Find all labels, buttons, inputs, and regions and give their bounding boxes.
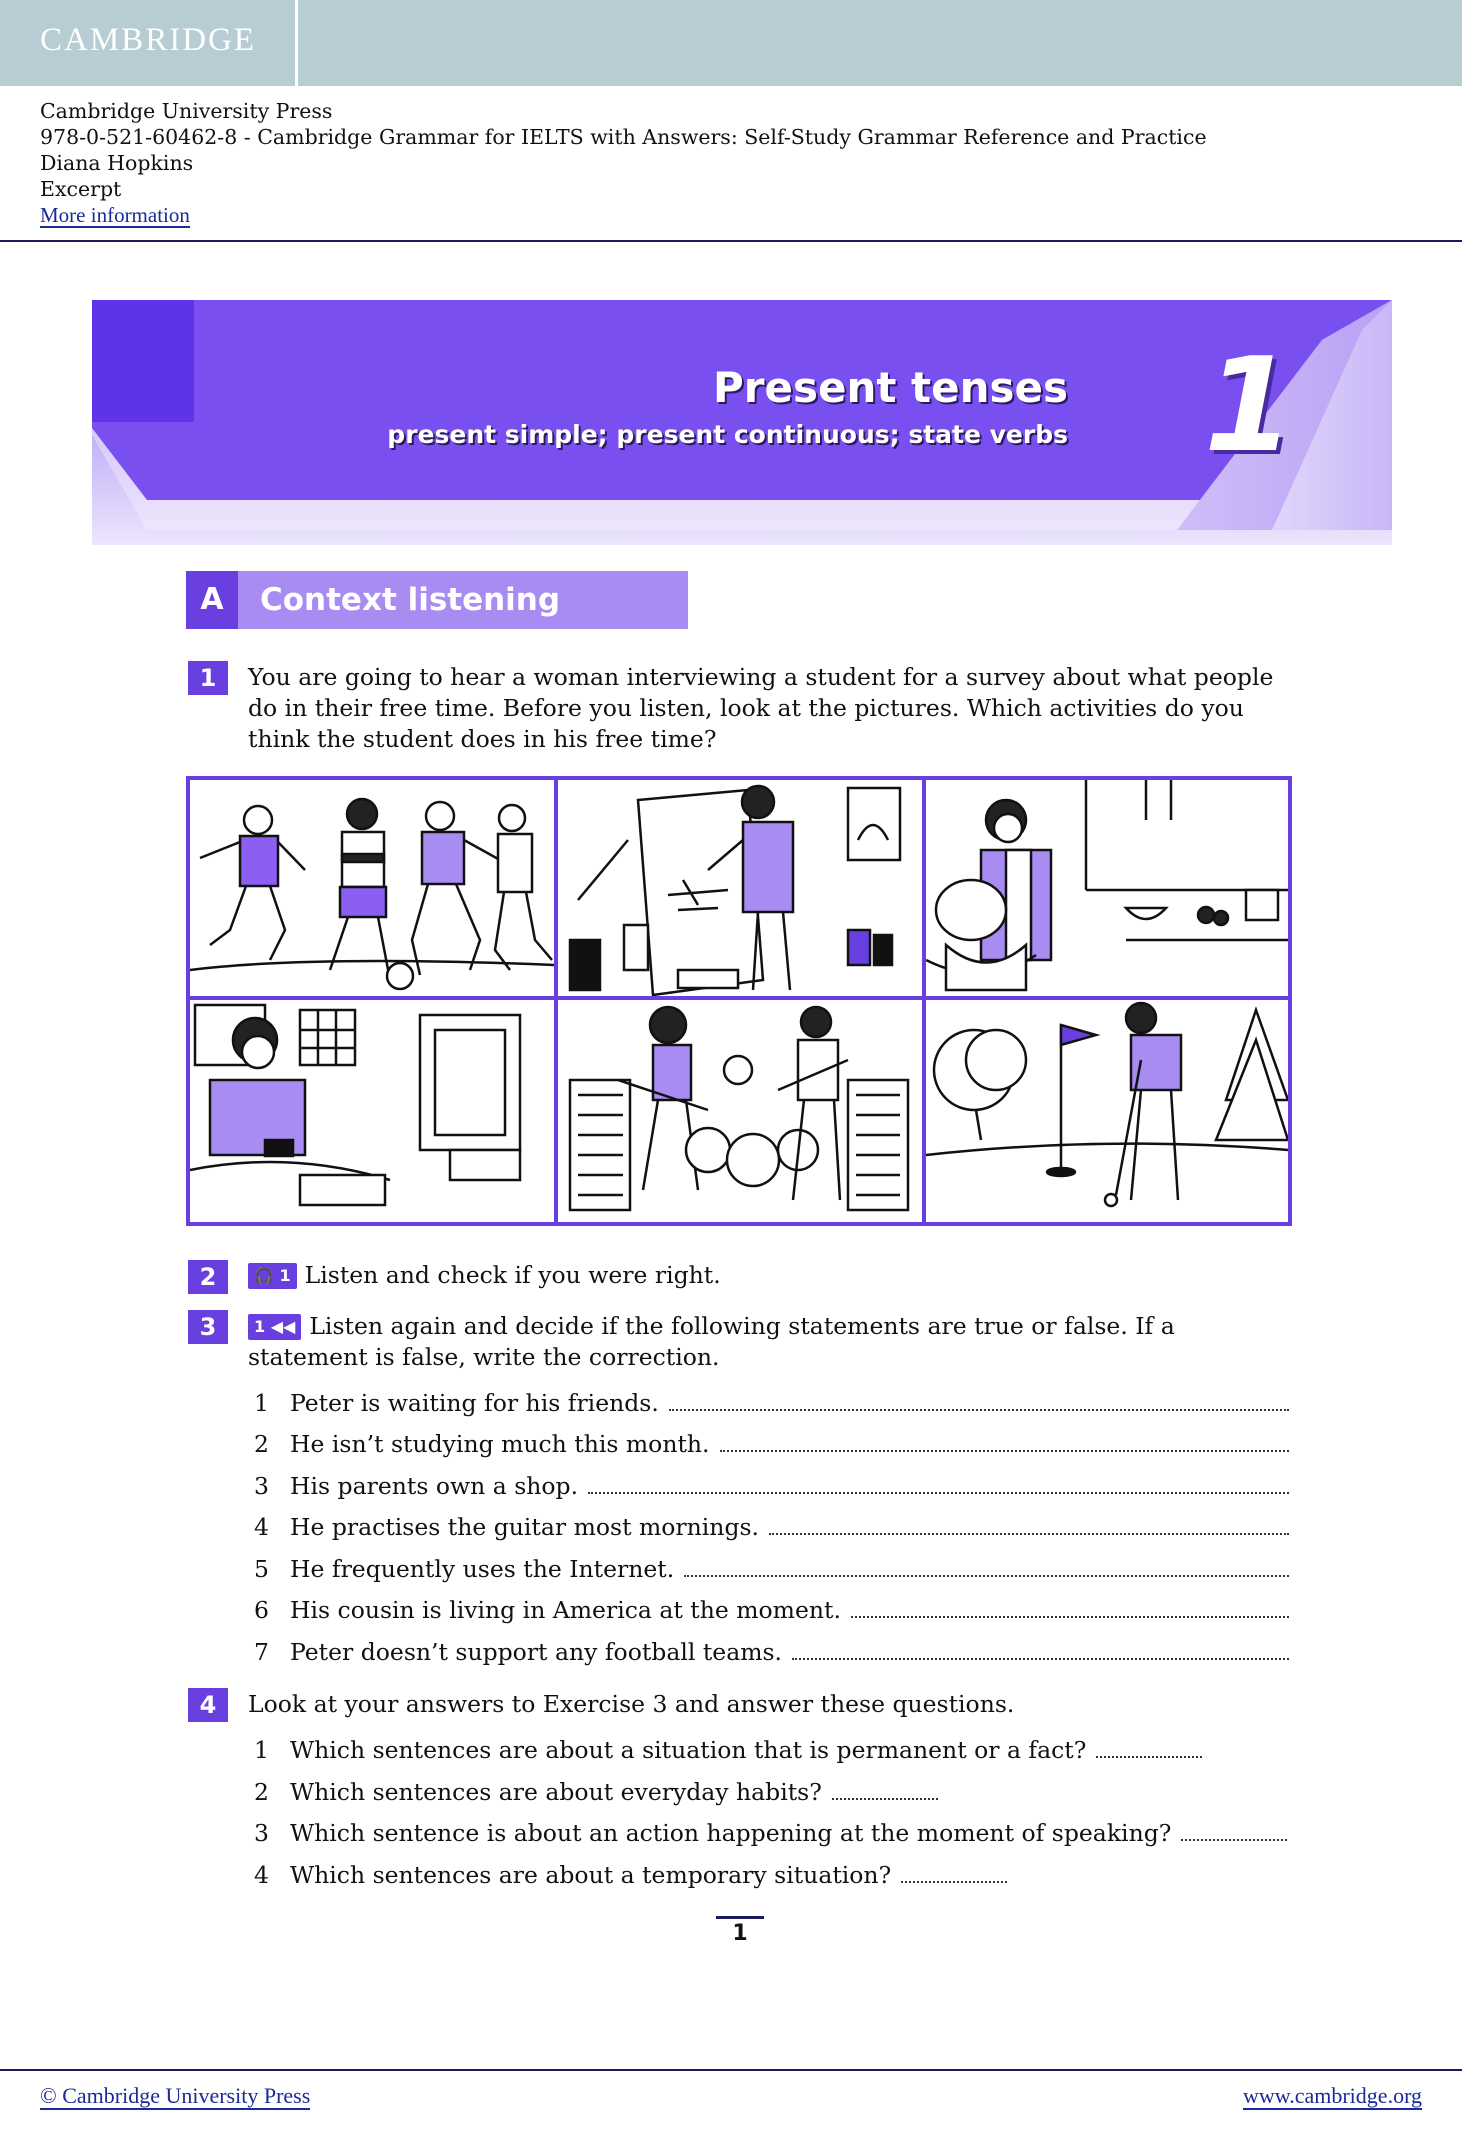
footer-divider xyxy=(0,2069,1462,2071)
statement-item: 2 He isn’t studying much this month. xyxy=(254,1428,1289,1460)
exercise-2-instructions xyxy=(248,1260,721,1291)
exercise-number: 2 xyxy=(188,1260,228,1294)
statement-item: 7 Peter doesn’t support any football teams. xyxy=(254,1636,1289,1668)
chapter-subtitle: present simple; present continuous; state verbs xyxy=(387,420,1068,449)
rock-band-illustration xyxy=(558,1000,922,1222)
exercise-number: 1 xyxy=(188,661,228,695)
chapter-title: Present tenses xyxy=(712,363,1068,412)
answer-line[interactable] xyxy=(901,1859,1007,1883)
section-letter: A xyxy=(186,571,238,629)
golfer-illustration xyxy=(926,1000,1288,1222)
cambridge-logo: CAMBRIDGE xyxy=(0,0,298,86)
statement-item: 6 His cousin is living in America at the moment. xyxy=(254,1594,1289,1626)
statement-item: 5 He frequently uses the Internet. xyxy=(254,1553,1289,1585)
exercise-2-text: Listen and check if you were right. xyxy=(304,1261,721,1289)
answer-line[interactable] xyxy=(669,1387,1289,1411)
answer-line[interactable] xyxy=(792,1636,1289,1660)
cooking-illustration xyxy=(926,780,1288,996)
statement-item: 1 Peter is waiting for his friends. xyxy=(254,1387,1289,1419)
audio-replay-button[interactable]: 1 ◀◀ xyxy=(248,1314,301,1340)
audio-track-number: 1 xyxy=(279,1266,291,1285)
answer-line[interactable] xyxy=(851,1594,1289,1618)
answer-line[interactable] xyxy=(720,1428,1289,1452)
answer-line[interactable] xyxy=(832,1776,938,1800)
statement-item: 4 He practises the guitar most mornings. xyxy=(254,1511,1289,1543)
exercise-1-instructions: You are going to hear a woman interviewing a student for a survey about what people do in their free time. Before you listen, look at the pictures. Which activities do you think the student does in his free time? xyxy=(248,663,1274,753)
audio-track-button[interactable]: 🎧 1 xyxy=(248,1263,297,1289)
header-divider xyxy=(0,240,1462,242)
publisher: Cambridge University Press xyxy=(40,99,333,123)
question-item: 3 Which sentence is about an action happening at the moment of speaking? xyxy=(254,1817,1289,1849)
answer-line[interactable] xyxy=(588,1470,1289,1494)
more-information-link[interactable]: More information xyxy=(40,203,190,227)
isbn-title: 978-0-521-60462-8 - Cambridge Grammar for IELTS with Answers: Self-Study Grammar Reference and Practice xyxy=(40,125,1207,149)
football-players-illustration xyxy=(190,780,554,996)
activity-pictures-grid xyxy=(186,776,1292,1226)
answer-line[interactable] xyxy=(1096,1734,1202,1758)
section-header xyxy=(186,571,688,629)
question-item: 2 Which sentences are about everyday habits? xyxy=(254,1776,1289,1808)
page-number: 1 xyxy=(716,1916,764,1946)
document-meta xyxy=(40,98,1207,228)
exercise-number: 4 xyxy=(188,1688,228,1722)
copyright-link[interactable]: © Cambridge University Press xyxy=(40,2083,311,2108)
question-item: 1 Which sentences are about a situation that is permanent or a fact? xyxy=(254,1734,1289,1766)
exercise-number: 3 xyxy=(188,1310,228,1344)
exercise-4-instructions: Look at your answers to Exercise 3 and answer these questions. xyxy=(248,1690,1015,1718)
exercise-3-text: Listen again and decide if the following statements are true or false. If a statement is false, write the correction. xyxy=(248,1312,1175,1371)
answer-line[interactable] xyxy=(684,1553,1289,1577)
exercise-3-instructions xyxy=(248,1311,1228,1373)
audio-track-number: 1 xyxy=(254,1317,266,1336)
top-banner xyxy=(0,0,1462,86)
section-title: Context listening xyxy=(260,582,561,618)
website-link[interactable]: www.cambridge.org xyxy=(1242,2083,1422,2108)
answer-line[interactable] xyxy=(769,1511,1289,1535)
answer-line[interactable] xyxy=(1181,1817,1287,1841)
question-item: 4 Which sentences are about a temporary situation? xyxy=(254,1859,1289,1891)
author: Diana Hopkins xyxy=(40,151,194,175)
painter-illustration xyxy=(558,780,922,996)
chapter-header xyxy=(92,300,1392,545)
video-game-illustration xyxy=(190,1000,554,1222)
excerpt-label: Excerpt xyxy=(40,177,122,201)
statement-item: 3 His parents own a shop. xyxy=(254,1470,1289,1502)
chapter-number: 1 xyxy=(1204,329,1295,481)
